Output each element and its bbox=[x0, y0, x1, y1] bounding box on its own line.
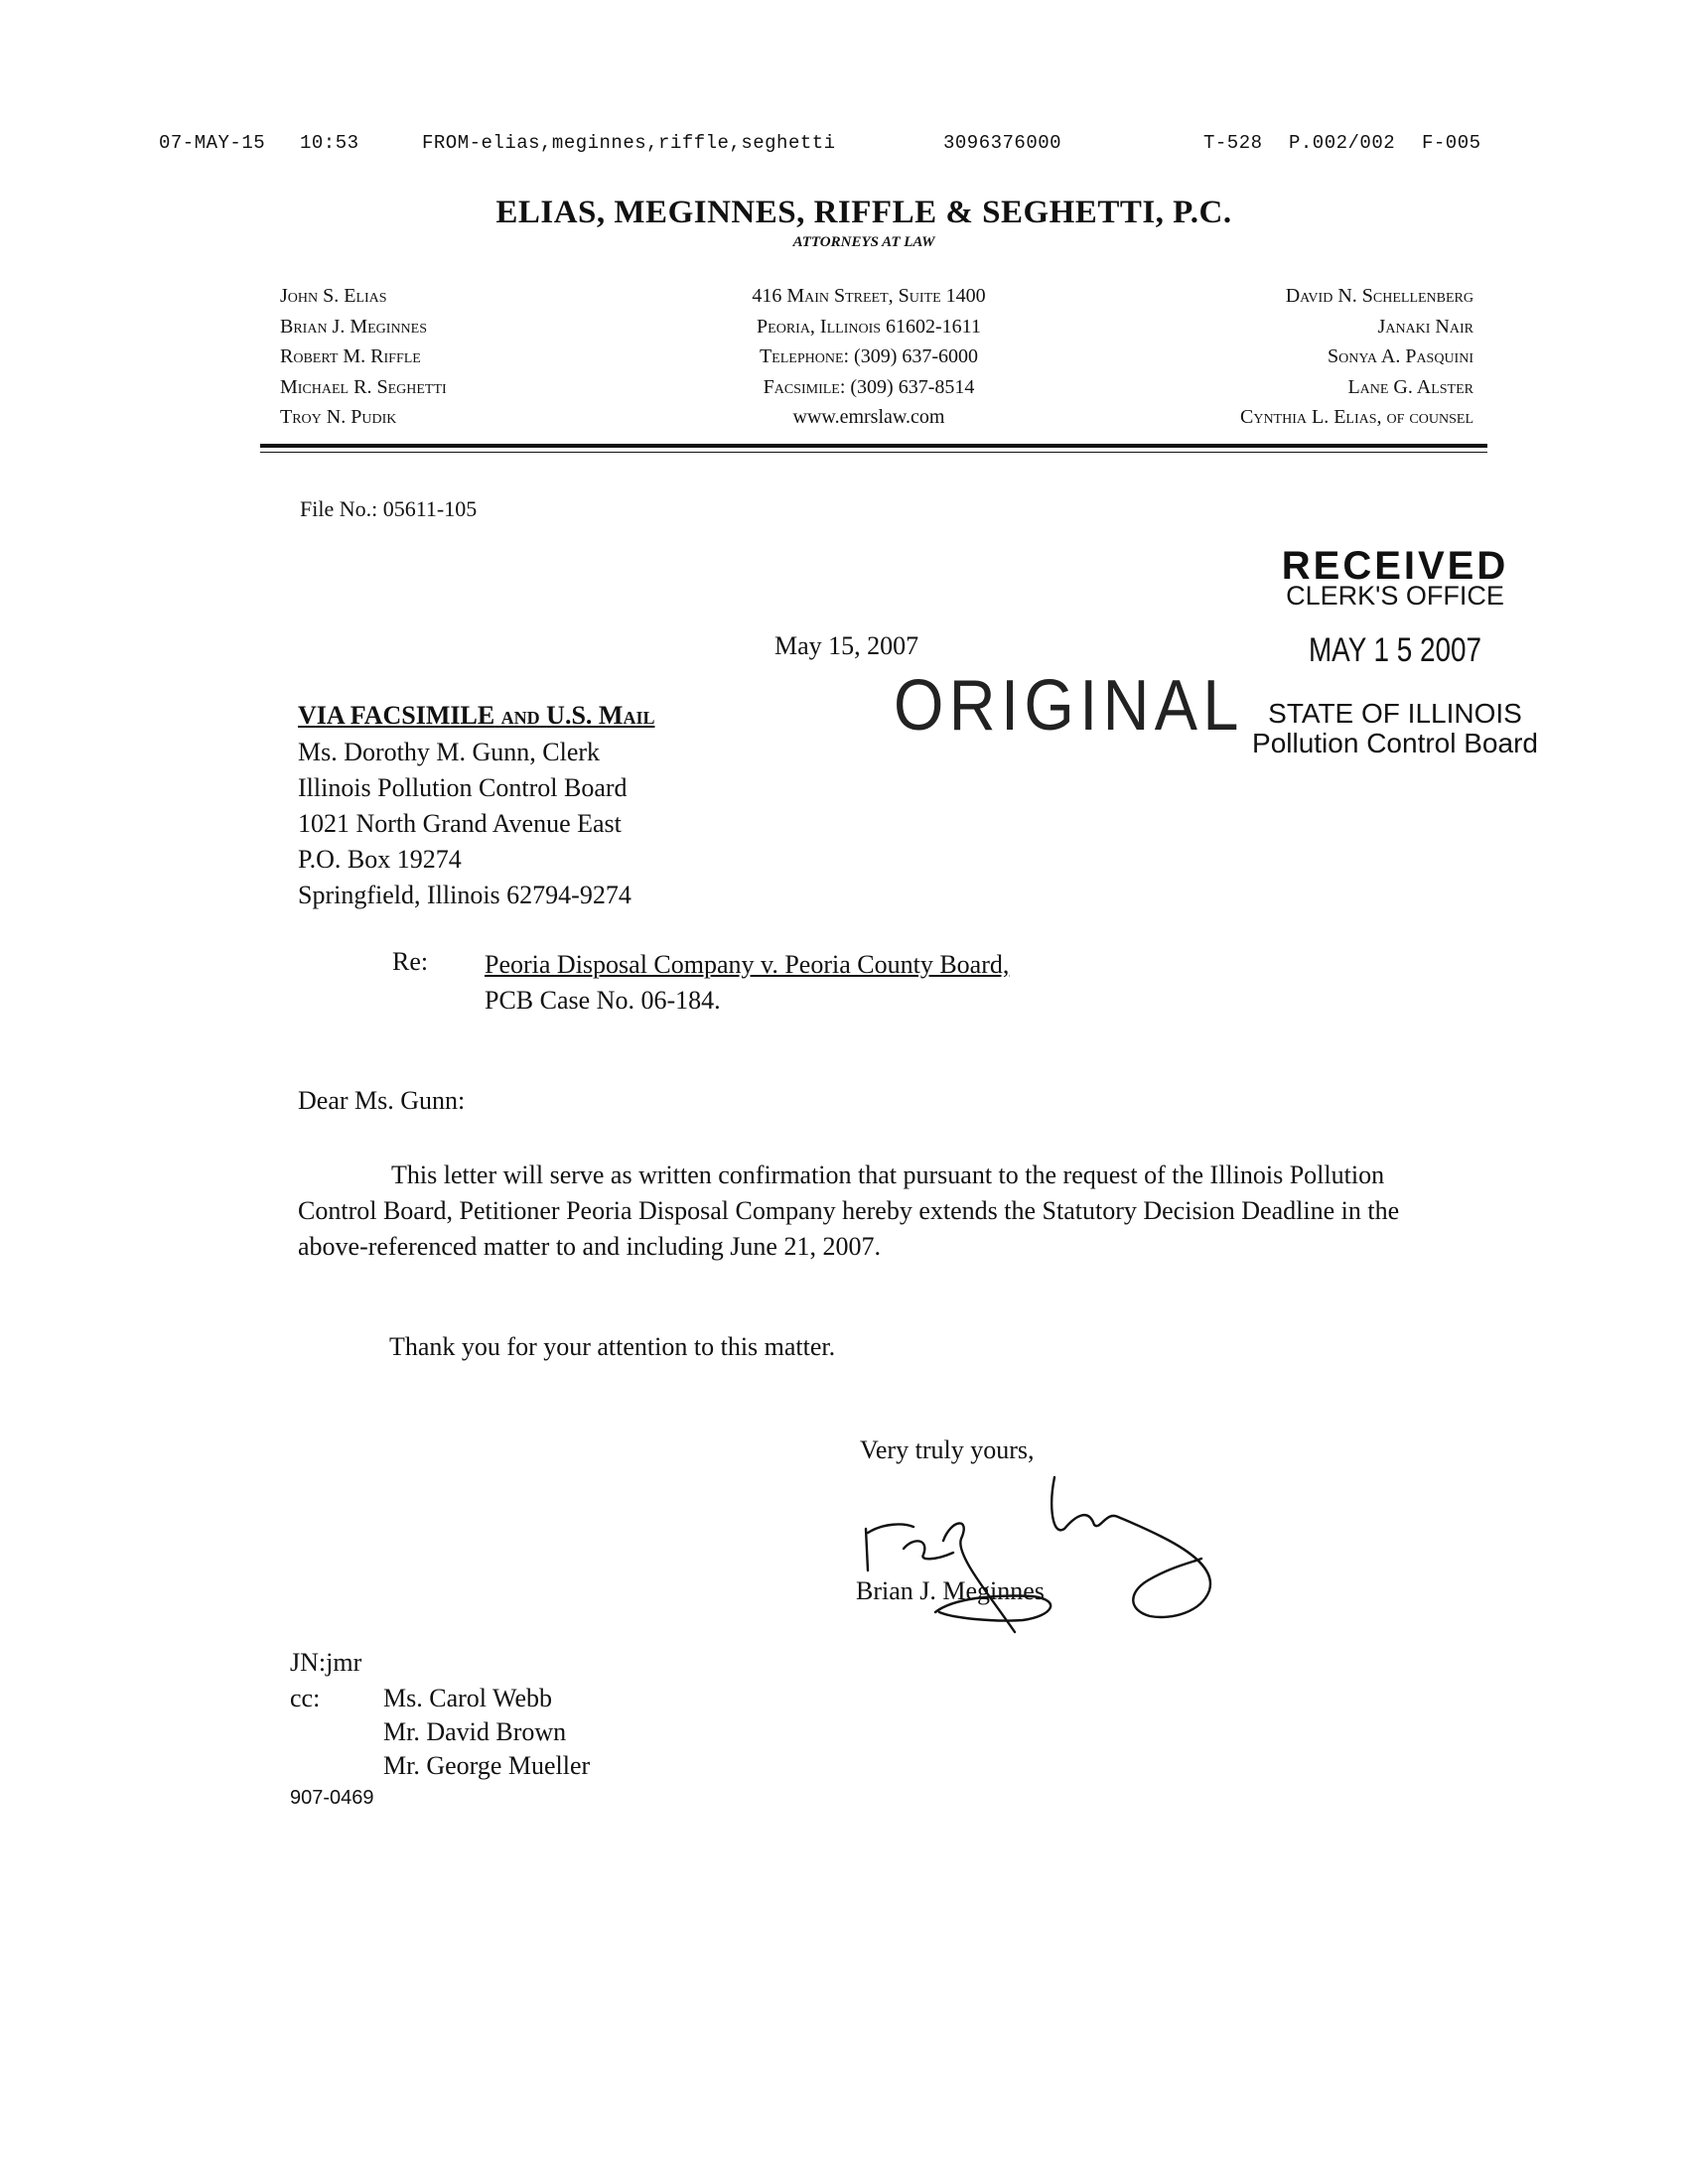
recipient-line: Illinois Pollution Control Board bbox=[298, 773, 628, 802]
stamp-date: MAY 1 5 2007 bbox=[1308, 631, 1482, 669]
stamp-office: CLERK'S OFFICE bbox=[1286, 581, 1504, 611]
fax-page: P.002/002 bbox=[1289, 132, 1396, 154]
stamp-board-line: Pollution Control Board bbox=[1252, 728, 1538, 758]
partner-name: Michael R. Seghetti bbox=[280, 375, 447, 398]
letterhead-rule-thin bbox=[260, 452, 1487, 453]
closing: Very truly yours, bbox=[860, 1435, 1035, 1464]
cc-list bbox=[383, 1682, 590, 1783]
partner-names bbox=[280, 281, 447, 433]
recipient-line: P.O. Box 19274 bbox=[298, 845, 462, 874]
fax-f-code: F-005 bbox=[1422, 132, 1481, 154]
fax-phone: 3096376000 bbox=[943, 132, 1062, 154]
cc-recipient: Mr. David Brown bbox=[383, 1717, 567, 1746]
re-label: Re: bbox=[392, 947, 429, 976]
original-stamp: ORIGINAL bbox=[894, 666, 1244, 746]
signer-name: Brian J. Meginnes bbox=[856, 1576, 1045, 1605]
delivery-mail: U.S. Mail bbox=[546, 701, 655, 730]
recipient-line: 1021 North Grand Avenue East bbox=[298, 809, 622, 838]
signature bbox=[844, 1467, 1261, 1636]
stamp-received: RECEIVED bbox=[1281, 544, 1509, 588]
letter-date: May 15, 2007 bbox=[774, 631, 919, 660]
salutation: Dear Ms. Gunn: bbox=[298, 1086, 466, 1115]
case-number: PCB Case No. 06-184. bbox=[485, 986, 721, 1015]
partner-name: Brian J. Meginnes bbox=[280, 315, 428, 338]
associate-name: David N. Schellenberg bbox=[1285, 285, 1474, 307]
fax-date: 07-MAY-15 bbox=[159, 132, 266, 154]
recipient-address bbox=[298, 735, 632, 913]
stamp-state-line: STATE OF ILLINOIS bbox=[1268, 698, 1522, 729]
fax-t-code: T-528 bbox=[1203, 132, 1263, 154]
re-subject bbox=[485, 947, 1009, 1019]
letterhead-rule bbox=[260, 444, 1487, 448]
partner-name: Troy N. Pudik bbox=[280, 406, 397, 428]
associate-name: Sonya A. Pasquini bbox=[1327, 345, 1474, 367]
website: www.emrslaw.com bbox=[792, 406, 945, 428]
cc-recipient: Mr. George Mueller bbox=[383, 1751, 591, 1780]
cc-label: cc: bbox=[290, 1684, 321, 1712]
associate-names bbox=[1122, 281, 1474, 433]
firm-name: ELIAS, MEGINNES, RIFFLE & SEGHETTI, P.C. bbox=[495, 195, 1232, 230]
address-line: Facsimile: (309) 637-8514 bbox=[763, 375, 975, 398]
typist-initials: JN:jmr bbox=[290, 1648, 362, 1677]
delivery-fax: VIA FACSIMILE bbox=[298, 701, 495, 730]
address-line: 416 Main Street, Suite 1400 bbox=[752, 285, 986, 307]
stamp-state bbox=[1221, 699, 1569, 758]
delivery-and: and bbox=[494, 701, 547, 730]
associate-name: Cynthia L. Elias, of counsel bbox=[1240, 406, 1474, 428]
document-number: 907-0469 bbox=[290, 1787, 374, 1809]
associate-name: Lane G. Alster bbox=[1347, 375, 1474, 398]
fax-time: 10:53 bbox=[300, 132, 359, 154]
partner-name: John S. Elias bbox=[280, 285, 387, 307]
address-line: Peoria, Illinois 61602-1611 bbox=[757, 315, 981, 338]
delivery-method bbox=[298, 701, 654, 731]
recipient-line: Springfield, Illinois 62794-9274 bbox=[298, 881, 632, 909]
thanks-line: Thank you for your attention to this matter. bbox=[389, 1332, 836, 1361]
case-title: Peoria Disposal Company v. Peoria County Board, bbox=[485, 950, 1010, 979]
firm-address bbox=[705, 281, 1033, 433]
recipient-line: Ms. Dorothy M. Gunn, Clerk bbox=[298, 738, 601, 766]
partner-name: Robert M. Riffle bbox=[280, 345, 421, 367]
file-number: File No.: 05611-105 bbox=[300, 496, 478, 521]
cc-recipient: Ms. Carol Webb bbox=[383, 1684, 553, 1712]
associate-name: Janaki Nair bbox=[1377, 315, 1474, 338]
fax-from: FROM-elias,meginnes,riffle,seghetti bbox=[422, 132, 836, 154]
address-line: Telephone: (309) 637-6000 bbox=[759, 345, 979, 367]
firm-subtitle: ATTORNEYS AT LAW bbox=[792, 234, 935, 250]
body-paragraph: This letter will serve as written confirmation that pursuant to the request of the Illinois Pollution Control Board, Petitioner Peoria Disposal Company hereby extends the Statutory Decision Deadline in the above-referenced matter to and including June 21, 2007. bbox=[298, 1160, 1400, 1261]
